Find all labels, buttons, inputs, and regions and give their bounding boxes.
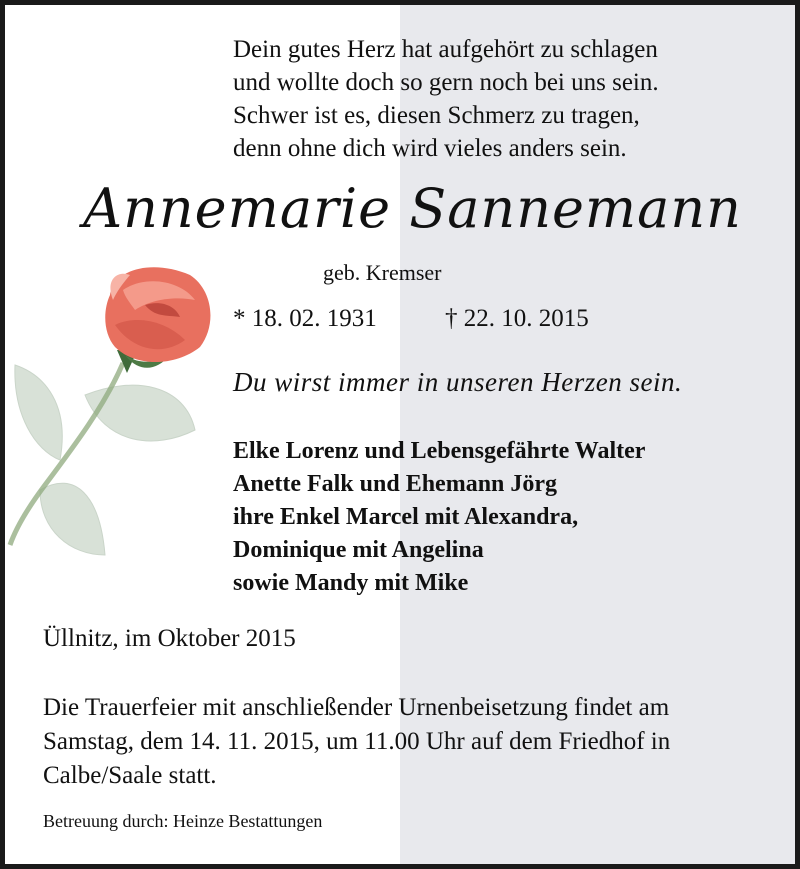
ceremony-info <box>43 691 670 793</box>
mourner-line: Dominique mit Angelina <box>233 537 484 563</box>
ceremony-line: Samstag, dem 14. 11. 2015, um 11.00 Uhr auf dem Friedhof in <box>43 728 671 755</box>
motto: Du wirst immer in unseren Herzen sein. <box>233 367 683 397</box>
mourner-line: Elke Lorenz und Lebensgefährte Walter <box>233 438 646 464</box>
rose-icon <box>5 255 235 585</box>
poem-line: und wollte doch so gern noch bei uns sein. <box>233 69 659 96</box>
poem-line: Schwer ist es, diesen Schmerz zu tragen, <box>233 102 640 129</box>
mourners-list <box>233 435 645 600</box>
ceremony-line: Calbe/Saale statt. <box>43 762 217 789</box>
life-dates <box>233 305 589 333</box>
deceased-name: Annemarie Sannemann <box>83 177 742 240</box>
ceremony-line: Die Trauerfeier mit anschließender Urnenbeisetzung findet am <box>43 694 670 721</box>
poem-line: Dein gutes Herz hat aufgehört zu schlagen <box>233 36 658 63</box>
mourner-line: sowie Mandy mit Mike <box>233 570 469 596</box>
birth-date: * 18. 02. 1931 <box>233 305 377 332</box>
place-date: Üllnitz, im Oktober 2015 <box>43 625 296 652</box>
mourner-line: Anette Falk und Ehemann Jörg <box>233 471 558 497</box>
death-date: † 22. 10. 2015 <box>445 305 589 332</box>
poem-line: denn ohne dich wird vieles anders sein. <box>233 135 627 162</box>
poem <box>233 33 659 165</box>
birth-name: geb. Kremser <box>323 260 442 285</box>
undertaker-credit: Betreuung durch: Heinze Bestattungen <box>43 811 323 831</box>
mourner-line: ihre Enkel Marcel mit Alexandra, <box>233 504 579 530</box>
